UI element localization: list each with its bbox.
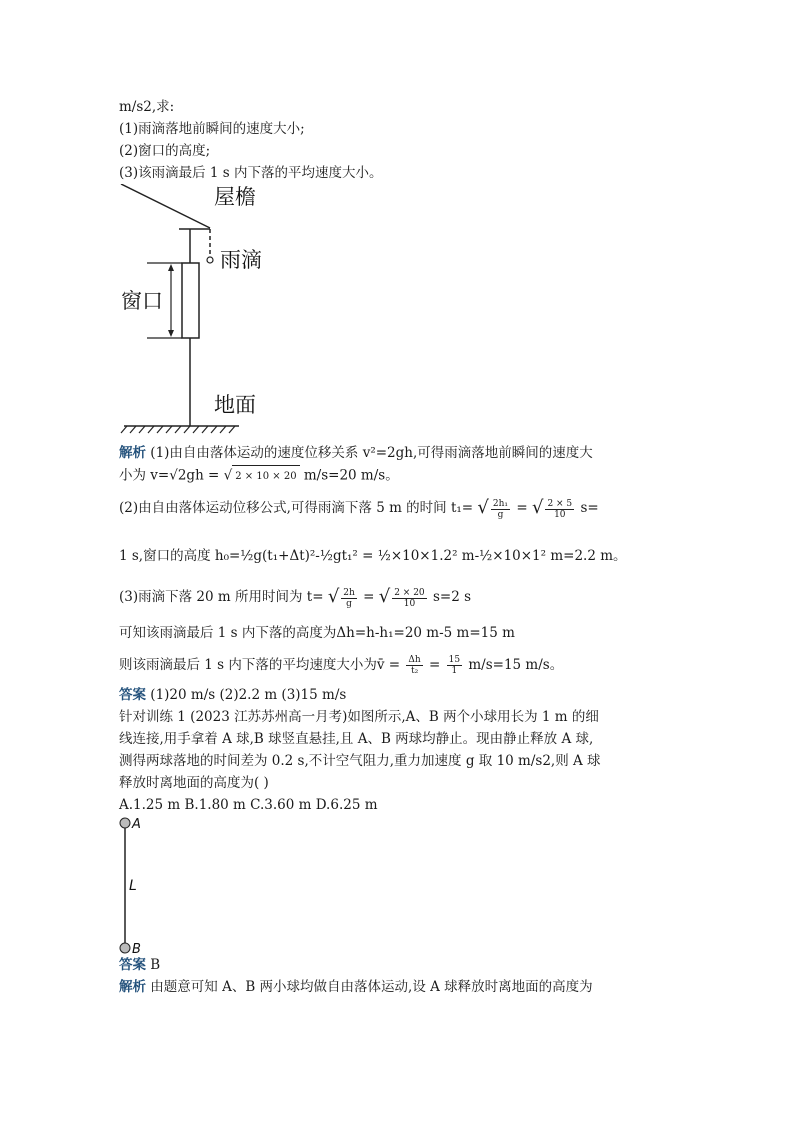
- equals: =: [363, 589, 375, 605]
- frac-6: [447, 655, 462, 676]
- solution2-line: [119, 976, 679, 998]
- solution-tag: 解析: [119, 979, 146, 995]
- frac-den: 10: [554, 510, 566, 520]
- frac-5: [406, 655, 422, 676]
- solution2-text: 由题意可知 A、B 两小球均做自由落体运动,设 A 球释放时离地面的高度为: [150, 979, 593, 995]
- training-line-4: 释放时离地面的高度为( ): [119, 775, 269, 791]
- formula-v: 小为 v=√2gh = √: [119, 467, 233, 484]
- formula-t1-label: (2)由自由落体运动位移公式,可得雨滴下落 5 m 的时间 t₁=: [119, 500, 474, 516]
- frac-num: 2 × 20: [394, 588, 425, 598]
- question-2: (2)窗口的高度;: [119, 143, 211, 159]
- ground-label: 地面: [214, 393, 256, 417]
- formula-t1-unit: s=: [580, 500, 599, 516]
- formula-v-result: m/s=20 m/s。: [303, 467, 399, 484]
- sqrt-frac-3: √ $\frac{2h}{g}$: [327, 586, 355, 609]
- balls-diagram: [119, 816, 179, 954]
- raindrop-icon: [207, 257, 213, 263]
- solution-line-2: [119, 464, 679, 488]
- answer-text: (1)20 m/s (2)2.2 m (3)15 m/s: [150, 687, 347, 703]
- ball-b-icon: [120, 943, 130, 953]
- raindrop-label: 雨滴: [220, 248, 262, 272]
- equals: =: [429, 657, 441, 673]
- solution-line-7: [119, 648, 679, 682]
- sqrt-radicand: 2 × 10 × 20: [232, 465, 299, 488]
- ball-a-label: A: [132, 817, 141, 832]
- solution-line-4: 1 s,窗口的高度 h₀=½g(t₁+Δt)²-½gt₁² = ½×10×1.2² m-½×10×1² m=2.2 m。: [119, 548, 627, 564]
- frac-den: g: [497, 510, 504, 520]
- frac-den: 1: [451, 666, 458, 676]
- sqrt-frac-4: √ $\frac{2 \times 20}{10}$: [378, 586, 425, 609]
- solution-line-3: [119, 488, 679, 529]
- formula-vbar-label: 则该雨滴最后 1 s 内下落的平均速度大小为v̄ =: [119, 657, 401, 673]
- answer-tag: 答案: [119, 687, 146, 703]
- page-content: [119, 96, 679, 998]
- balls-figure: [119, 816, 179, 954]
- training-line-3: 测得两球落地的时间差为 0.2 s,不计空气阻力,重力加速度 g 取 10 m/s2,则 A 球: [119, 753, 601, 769]
- training-options: A.1.25 m B.1.80 m C.3.60 m D.6.25 m: [119, 797, 378, 813]
- answer-line-2: [119, 954, 679, 976]
- question-3: (3)该雨滴最后 1 s 内下落的平均速度大小。: [119, 165, 383, 181]
- formula-vbar-result: m/s=15 m/s。: [468, 657, 564, 673]
- problem-line-0: m/s2,求:: [119, 99, 175, 115]
- ball-b-label: B: [132, 942, 141, 954]
- training-line-2: 线连接,用手拿着 A 球,B 球竖直悬挂,且 A、B 两球均静止。现由静止释放 A 球,: [119, 731, 594, 747]
- eave-label: 屋檐: [214, 185, 256, 209]
- sqrt-frac-1: √ $\frac{\text{2h₁}}{g}$: [477, 497, 509, 520]
- training-line-1: 针对训练 1 (2023 江苏苏州高一月考)如图所示,A、B 两个小球用长为 1 m 的细: [119, 709, 599, 725]
- sqrt-frac-2: √ $\frac{2 \times 5}{10}$: [531, 497, 573, 520]
- answer-tag: 答案: [119, 957, 146, 973]
- string-length-label: L: [129, 878, 137, 894]
- frac-den: g: [346, 599, 352, 609]
- window-label: 窗口: [121, 289, 163, 313]
- answer-text: B: [150, 957, 161, 973]
- frac-num: 2h: [343, 588, 355, 598]
- solution-text-1a: (1)由自由落体运动的速度位移关系 v²=2gh,可得雨滴落地前瞬间的速度大: [150, 445, 593, 461]
- solution-tag: 解析: [119, 445, 146, 461]
- solution-line-1: [119, 442, 679, 464]
- raindrop-diagram: [119, 184, 419, 442]
- frac-den: t₂: [410, 666, 419, 676]
- frac-den: 10: [403, 599, 416, 609]
- raindrop-figure: [119, 184, 419, 442]
- frac-num: Δh: [408, 655, 421, 665]
- solution-line-6: 可知该雨滴最后 1 s 内下落的高度为Δh=h-h₁=20 m-5 m=15 m: [119, 625, 515, 641]
- arrow-down-icon: [168, 330, 174, 337]
- question-1: (1)雨滴落地前瞬间的速度大小;: [119, 121, 305, 137]
- formula-t-label: (3)雨滴下落 20 m 所用时间为 t=: [119, 589, 324, 605]
- frac-num: 2h₁: [492, 499, 509, 509]
- arrow-up-icon: [168, 264, 174, 271]
- frac-num: 2 × 5: [547, 499, 573, 509]
- ground-hatch: [121, 426, 235, 433]
- frac-num: 15: [448, 655, 461, 665]
- roof-line: [121, 184, 210, 228]
- ball-a-icon: [120, 818, 130, 828]
- solution-line-5: [119, 577, 679, 618]
- window-rect: [182, 263, 199, 338]
- sqrt-expr: [232, 464, 299, 488]
- answer-line-1: [119, 684, 679, 706]
- equals: =: [516, 500, 528, 516]
- formula-t-result: s=2 s: [432, 589, 472, 605]
